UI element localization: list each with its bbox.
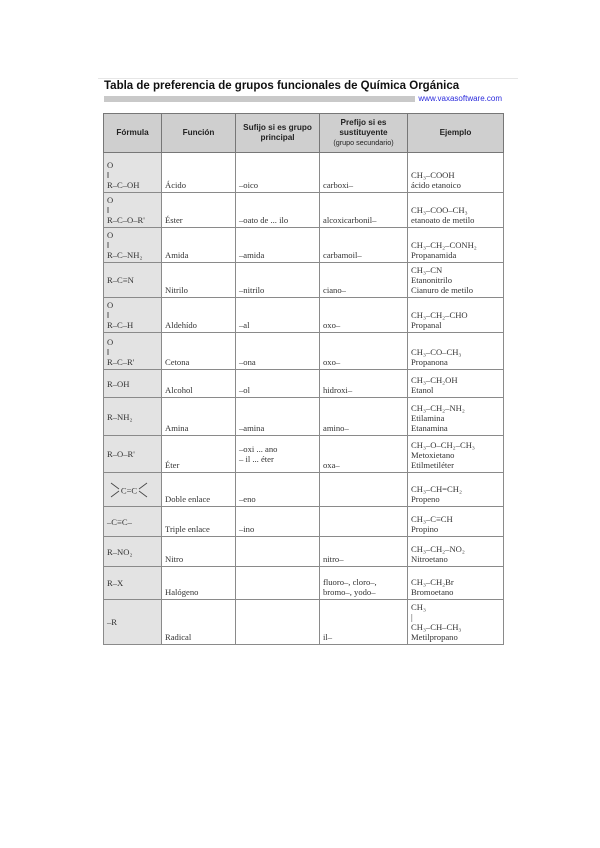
cell-line: amino–: [323, 423, 349, 433]
sufijo-cell: [236, 263, 320, 298]
table-row: [104, 153, 504, 193]
prefijo-cell: [320, 153, 408, 193]
ejemplo-cell: [408, 436, 504, 473]
table-row: [104, 398, 504, 436]
cell-line: Alcohol: [165, 385, 193, 395]
cell-line: ciano–: [323, 285, 346, 295]
funcion-cell: [162, 333, 236, 370]
prefijo-cell: [320, 398, 408, 436]
table-row: [104, 507, 504, 537]
funcion-cell: [162, 298, 236, 333]
table-row: [104, 436, 504, 473]
sufijo-cell: [236, 228, 320, 263]
cell-line: –amina: [239, 423, 265, 433]
sufijo-cell: [236, 600, 320, 645]
prefijo-cell: [320, 473, 408, 507]
alkene-label: C=C: [120, 485, 138, 495]
cell-line: CH₃–CO–CH₃: [411, 347, 462, 357]
cell-line: Cianuro de metilo: [411, 285, 474, 295]
sufijo-cell: [236, 193, 320, 228]
table-row: [104, 473, 504, 507]
prefijo-cell: [320, 263, 408, 298]
formula-cell: [104, 370, 162, 398]
formula-cell: [104, 228, 162, 263]
cell-line: –ol: [239, 385, 250, 395]
formula-cell: [104, 436, 162, 473]
sufijo-cell: [236, 473, 320, 507]
ejemplo-cell: [408, 228, 504, 263]
cell-line: Etanol: [411, 385, 434, 395]
cell-line: O: [107, 337, 114, 347]
cell-line: Nitroetano: [411, 554, 448, 564]
table-row: [104, 298, 504, 333]
website-link[interactable]: www.vaxasoftware.com: [415, 94, 502, 104]
cell-line: CH₃–CH₂–NO₂: [411, 544, 465, 554]
header-funcion: Función: [162, 114, 236, 153]
formula-cell: [104, 153, 162, 193]
cell-line: O: [107, 230, 114, 240]
cell-line: Cetona: [165, 357, 190, 367]
cell-line: Aldehído: [165, 320, 197, 330]
cell-line: –eno: [239, 494, 256, 504]
cell-line: CH₃: [411, 602, 426, 612]
cell-line: carbamoil–: [323, 250, 362, 260]
cell-line: CH₃–C≡CH: [411, 514, 453, 524]
cell-line: ácido etanoico: [411, 180, 461, 190]
cell-line: –amida: [239, 250, 265, 260]
table-row: [104, 333, 504, 370]
cell-line: Amina: [165, 423, 189, 433]
table-row: [104, 263, 504, 298]
cell-line: Propino: [411, 524, 439, 534]
cell-line: ‖: [107, 240, 110, 250]
cell-line: |: [411, 612, 413, 622]
header-prefijo: [320, 114, 408, 153]
ejemplo-cell: [408, 263, 504, 298]
cell-line: oxo–: [323, 320, 341, 330]
cell-line: R–C–H: [107, 320, 134, 330]
cell-line: CH₃–CN: [411, 265, 443, 275]
cell-line: bromo–, yodo–: [323, 587, 376, 597]
cell-line: R–X: [107, 578, 124, 588]
cell-line: fluoro–, cloro–,: [323, 577, 377, 587]
prefijo-cell: [320, 436, 408, 473]
cell-line: Propanamida: [411, 250, 457, 260]
header-prefijo-note: (grupo secundario): [333, 138, 394, 147]
formula-cell: [104, 473, 162, 507]
prefijo-cell: [320, 370, 408, 398]
top-rule: [98, 78, 518, 79]
funcion-cell: [162, 228, 236, 263]
ejemplo-cell: [408, 537, 504, 567]
header-sufijo: Sufijo si es grupo principal: [236, 114, 320, 153]
formula-cell: [104, 537, 162, 567]
cell-line: oxa–: [323, 460, 340, 470]
cell-line: O: [107, 160, 114, 170]
funcion-cell: [162, 153, 236, 193]
cell-line: carboxi–: [323, 180, 354, 190]
cell-line: ‖: [107, 347, 110, 357]
funcion-cell: [162, 537, 236, 567]
cell-line: –al: [239, 320, 250, 330]
sufijo-cell: [236, 153, 320, 193]
table-row: [104, 600, 504, 645]
table-row: [104, 537, 504, 567]
cell-line: –oato de ... ilo: [239, 215, 289, 225]
funcion-cell: [162, 600, 236, 645]
header-ejemplo: Ejemplo: [408, 114, 504, 153]
cell-line: Doble enlace: [165, 494, 211, 504]
cell-line: Éter: [165, 460, 180, 470]
formula-cell: [104, 398, 162, 436]
cell-line: Metilpropano: [411, 632, 458, 642]
cell-line: nitro–: [323, 554, 344, 564]
sufijo-cell: [236, 537, 320, 567]
ejemplo-cell: [408, 370, 504, 398]
prefijo-cell: [320, 298, 408, 333]
cell-line: –C≡C–: [107, 516, 132, 527]
table-row: [104, 193, 504, 228]
cell-line: CH₃–CH₂–CHO: [411, 310, 468, 320]
cell-line: Etanamina: [411, 423, 448, 433]
cell-line: Radical: [165, 632, 192, 642]
prefijo-cell: [320, 600, 408, 645]
cell-line: oxo–: [323, 357, 341, 367]
cell-line: O: [107, 300, 114, 310]
header-prefijo-text: Prefijo si es sustituyente: [339, 118, 388, 137]
cell-line: R–OH: [107, 378, 130, 389]
prefijo-cell: [320, 507, 408, 537]
cell-line: il–: [323, 632, 333, 642]
alkene-structure-icon: [107, 480, 151, 500]
cell-line: Nitro: [165, 554, 184, 564]
prefijo-cell: [320, 333, 408, 370]
cell-line: etanoato de metilo: [411, 215, 475, 225]
cell-line: R–C–OH: [107, 180, 140, 190]
cell-line: –nitrilo: [239, 285, 265, 295]
ejemplo-cell: [408, 298, 504, 333]
cell-line: R–NO₂: [107, 546, 133, 557]
cell-line: R–C–NH₂: [107, 250, 143, 260]
funcion-cell: [162, 398, 236, 436]
cell-line: hidroxi–: [323, 385, 353, 395]
cell-line: CH₃–CH₂–NH₂: [411, 403, 465, 413]
ejemplo-cell: [408, 398, 504, 436]
cell-line: Propanona: [411, 357, 448, 367]
header-formula: Fórmula: [104, 114, 162, 153]
cell-line: –ona: [239, 357, 256, 367]
funcion-cell: [162, 473, 236, 507]
ejemplo-cell: [408, 507, 504, 537]
cell-line: Propeno: [411, 494, 440, 504]
table-header-row: [104, 114, 504, 153]
ejemplo-cell: [408, 193, 504, 228]
cell-line: alcoxicarbonil–: [323, 215, 377, 225]
cell-line: R–C≡N: [107, 275, 134, 285]
funcion-cell: [162, 263, 236, 298]
cell-line: ‖: [107, 310, 110, 320]
funcion-cell: [162, 193, 236, 228]
cell-line: Amida: [165, 250, 189, 260]
ejemplo-cell: [408, 473, 504, 507]
table-row: [104, 567, 504, 600]
ejemplo-cell: [408, 600, 504, 645]
cell-line: CH₃–CH₂OH: [411, 375, 458, 385]
sufijo-cell: [236, 567, 320, 600]
funcion-cell: [162, 567, 236, 600]
cell-line: CH₃–CH₂–CONH₂: [411, 240, 477, 250]
cell-line: CH₃–O–CH₂–CH₃: [411, 440, 475, 450]
prefijo-cell: [320, 567, 408, 600]
cell-line: –R: [107, 617, 118, 627]
cell-line: – il ... éter: [239, 454, 274, 464]
formula-cell: [104, 600, 162, 645]
cell-line: R–O–R': [107, 449, 135, 459]
table-row: [104, 370, 504, 398]
cell-line: Nitrilo: [165, 285, 188, 295]
sufijo-cell: [236, 507, 320, 537]
cell-line: Halógeno: [165, 587, 199, 597]
cell-line: Etilmetiléter: [411, 460, 454, 470]
cell-line: CH₃–COO–CH₃: [411, 205, 468, 215]
funcion-cell: [162, 436, 236, 473]
prefijo-cell: [320, 537, 408, 567]
ejemplo-cell: [408, 567, 504, 600]
funcion-cell: [162, 370, 236, 398]
cell-line: O: [107, 195, 114, 205]
table-row: [104, 228, 504, 263]
cell-line: Propanal: [411, 320, 442, 330]
formula-cell: [104, 263, 162, 298]
cell-line: CH₃–CH₂Br: [411, 577, 454, 587]
sufijo-cell: [236, 436, 320, 473]
ejemplo-cell: [408, 333, 504, 370]
formula-cell: [104, 333, 162, 370]
cell-line: Triple enlace: [165, 524, 210, 534]
cell-line: Metoxietano: [411, 450, 455, 460]
ejemplo-cell: [408, 153, 504, 193]
funcion-cell: [162, 507, 236, 537]
cell-line: CH₃–CH–CH₃: [411, 622, 462, 632]
cell-line: R–NH₂: [107, 411, 133, 422]
cell-line: Etilamina: [411, 413, 445, 423]
cell-line: CH₃–COOH: [411, 170, 455, 180]
website-bar: [104, 94, 502, 104]
functional-groups-table: [103, 113, 504, 645]
cell-line: –ino: [239, 524, 255, 534]
cell-line: ‖: [107, 205, 110, 215]
page-title: Tabla de preferencia de grupos funcionales de Química Orgánica: [104, 80, 460, 92]
cell-line: R–C–R': [107, 357, 135, 367]
formula-cell: [104, 298, 162, 333]
formula-cell: [104, 567, 162, 600]
prefijo-cell: [320, 228, 408, 263]
formula-cell: [104, 507, 162, 537]
formula-cell: [104, 193, 162, 228]
prefijo-cell: [320, 193, 408, 228]
sufijo-cell: [236, 370, 320, 398]
cell-line: Etanonitrilo: [411, 275, 453, 285]
cell-line: R–C–O–R': [107, 215, 145, 225]
cell-line: CH₃–CH=CH₂: [411, 484, 462, 494]
sufijo-cell: [236, 333, 320, 370]
cell-line: –oico: [239, 180, 259, 190]
cell-line: Bromoetano: [411, 587, 454, 597]
cell-line: –oxi ... ano: [239, 444, 278, 454]
cell-line: Ácido: [165, 180, 187, 190]
table-body: [104, 153, 504, 645]
sufijo-cell: [236, 298, 320, 333]
cell-line: ‖: [107, 170, 110, 180]
sufijo-cell: [236, 398, 320, 436]
cell-line: Éster: [165, 215, 183, 225]
